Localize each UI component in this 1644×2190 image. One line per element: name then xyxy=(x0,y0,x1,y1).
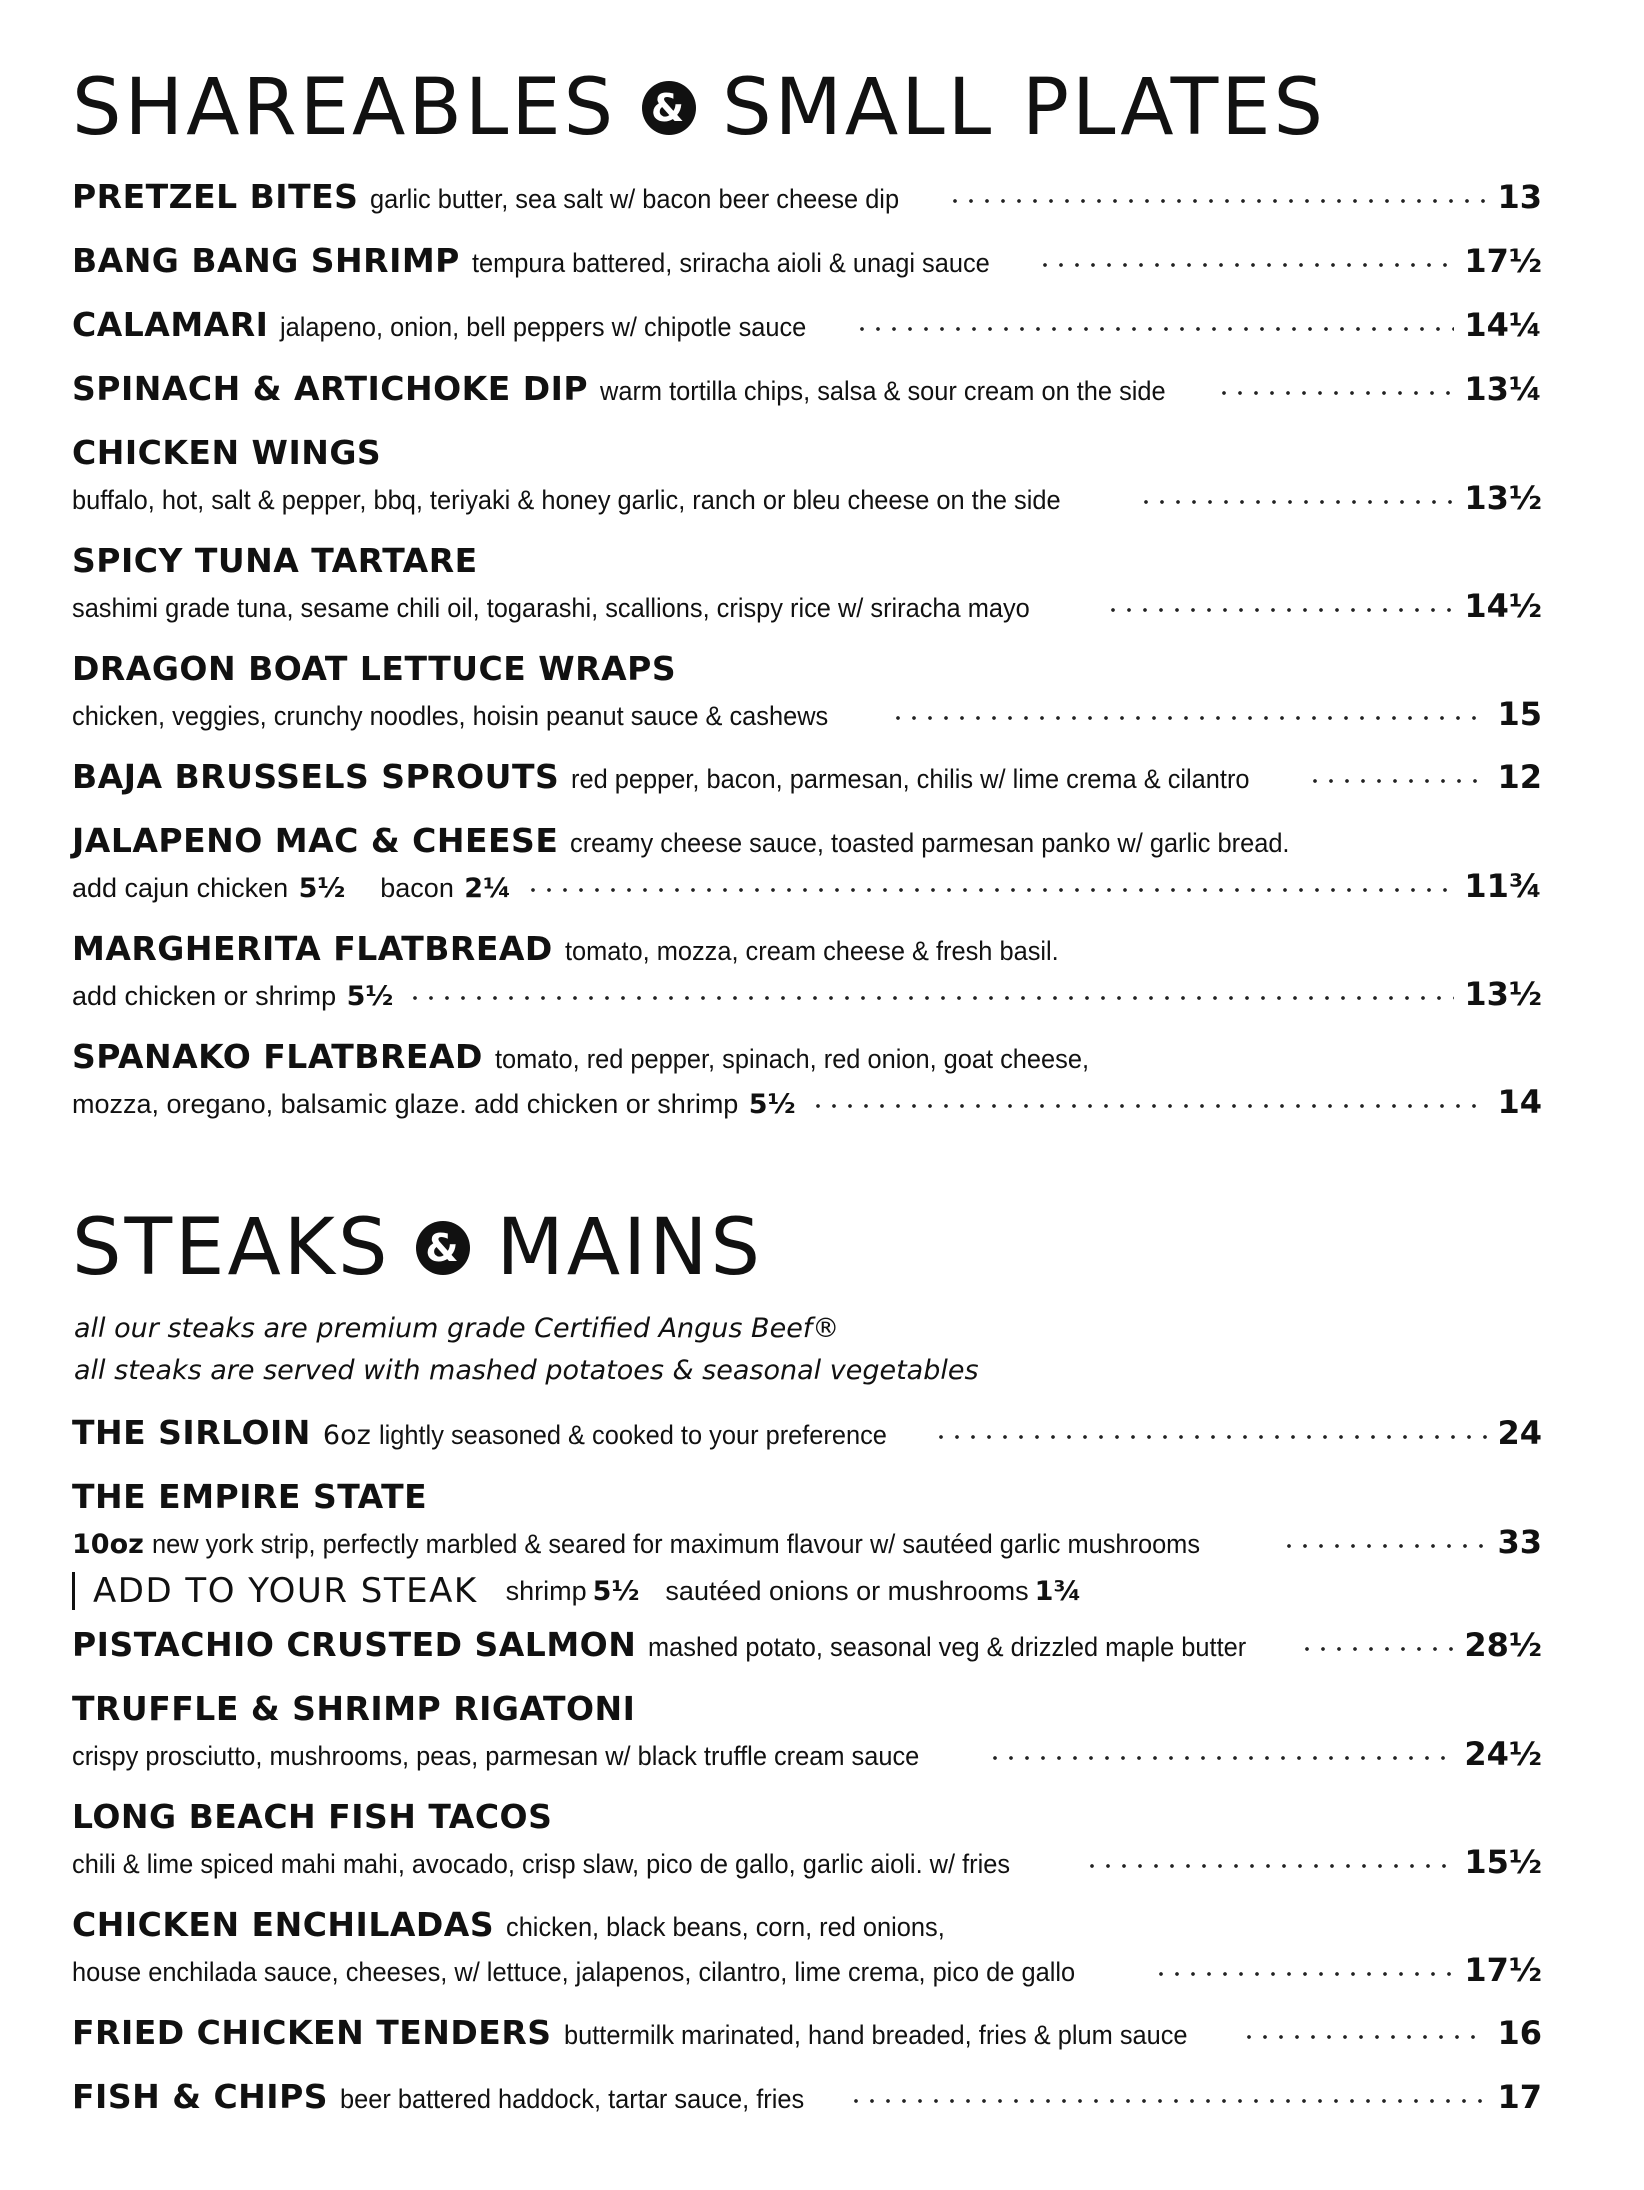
dot-leader xyxy=(1281,1543,1488,1549)
dot-leader xyxy=(933,1434,1487,1440)
item-description: buffalo, hot, salt & pepper, bbq, teriyaki & honey garlic, ranch or bleu cheese on the side xyxy=(72,485,1061,515)
item-name: CALAMARI xyxy=(72,305,269,344)
item-name: SPICY TUNA TARTARE xyxy=(72,541,478,580)
addon-label: shrimp xyxy=(505,1575,587,1606)
item-description: chicken, black beans, corn, red onions, xyxy=(506,1912,945,1942)
item-name: THE SIRLOIN xyxy=(72,1413,311,1452)
item-name: BAJA BRUSSELS SPROUTS xyxy=(72,757,560,796)
item-price: 17 xyxy=(1497,2078,1542,2116)
item-size: 10oz xyxy=(72,1529,144,1560)
section-title-left: STEAKS xyxy=(72,1203,391,1293)
item-addons xyxy=(72,1082,796,1131)
addon-label: bacon xyxy=(380,873,454,903)
item-price: 17½ xyxy=(1464,1951,1542,1989)
section-title-right: SMALL PLATES xyxy=(722,63,1327,153)
section-title-steaks xyxy=(72,1200,1542,1296)
menu-item-spinach-artichoke-dip xyxy=(72,366,1542,412)
item-name: MARGHERITA FLATBREAD xyxy=(72,929,553,968)
item-description: jalapeno, onion, bell peppers w/ chipotle sauce xyxy=(280,312,807,342)
dot-leader xyxy=(810,1103,1488,1109)
section-title-right: MAINS xyxy=(496,1203,763,1293)
item-description: mashed potato, seasonal veg & drizzled maple butter xyxy=(648,1632,1247,1662)
dot-leader xyxy=(947,198,1487,204)
steak-notes xyxy=(74,1308,1542,1392)
menu-item-jalapeno-mac-cheese xyxy=(72,818,1542,908)
dot-leader xyxy=(987,1755,1454,1761)
item-description: sashimi grade tuna, sesame chili oil, togarashi, scallions, crispy rice w/ sriracha mayo xyxy=(72,593,1030,623)
item-price: 16 xyxy=(1497,2014,1542,2052)
item-description: lightly seasoned & cooked to your preference xyxy=(378,1420,887,1450)
item-addons xyxy=(72,866,511,915)
add-to-steak-heading: ADD TO YOUR STEAK xyxy=(93,1571,478,1611)
item-price: 13¼ xyxy=(1464,370,1542,408)
item-description: chili & lime spiced mahi mahi, avocado, crisp slaw, pico de gallo, garlic aioli. w/ fries xyxy=(72,1849,1011,1879)
dot-leader xyxy=(890,715,1487,721)
item-name: LONG BEACH FISH TACOS xyxy=(72,1797,553,1836)
item-price: 14 xyxy=(1497,1083,1542,1121)
divider xyxy=(72,1572,75,1610)
menu-item-spanako-flatbread xyxy=(72,1034,1542,1124)
add-to-steak-row xyxy=(72,1566,1542,1616)
addon-price: 5½ xyxy=(298,873,346,904)
item-price: 13½ xyxy=(1464,479,1542,517)
item-name: FISH & CHIPS xyxy=(72,2077,329,2116)
item-name: THE EMPIRE STATE xyxy=(72,1477,428,1516)
item-name: PRETZEL BITES xyxy=(72,177,359,216)
addon-price: 2¼ xyxy=(464,873,512,904)
section-title-shareables xyxy=(72,60,1542,156)
menu-item-pistachio-crusted-salmon xyxy=(72,1622,1542,1668)
item-price: 15 xyxy=(1497,695,1542,733)
menu-item-spicy-tuna-tartare xyxy=(72,538,1542,628)
menu-item-the-sirloin xyxy=(72,1410,1542,1456)
item-description: tomato, red pepper, spinach, red onion, goat cheese, xyxy=(494,1044,1089,1074)
dot-leader xyxy=(525,887,1454,893)
item-price: 24½ xyxy=(1464,1735,1542,1773)
item-description: warm tortilla chips, salsa & sour cream on the side xyxy=(600,376,1166,406)
item-price: 14¼ xyxy=(1464,306,1542,344)
addon-price: 5½ xyxy=(346,981,394,1012)
menu-item-bang-bang-shrimp xyxy=(72,238,1542,284)
item-price: 13 xyxy=(1497,178,1542,216)
item-description: chicken, veggies, crunchy noodles, hoisin peanut sauce & cashews xyxy=(72,701,829,731)
item-description: buttermilk marinated, hand breaded, fries & plum sauce xyxy=(563,2020,1188,2050)
menu-item-fried-chicken-tenders xyxy=(72,2010,1542,2056)
item-description: beer battered haddock, tartar sauce, fries xyxy=(340,2084,805,2114)
addon-label: sautéed onions or mushrooms xyxy=(665,1575,1029,1606)
steak-note: all our steaks are premium grade Certified Angus Beef® xyxy=(74,1313,840,1344)
item-name: CHICKEN ENCHILADAS xyxy=(72,1905,495,1944)
item-description-cont: house enchilada sauce, cheeses, w/ lettuce, jalapenos, cilantro, lime crema, pico de gallo xyxy=(72,1957,1076,1987)
dot-leader xyxy=(1307,778,1487,784)
item-price: 33 xyxy=(1497,1523,1542,1561)
menu-item-pretzel-bites xyxy=(72,174,1542,220)
item-price: 15½ xyxy=(1464,1843,1542,1881)
menu-item-calamari xyxy=(72,302,1542,348)
item-name: SPANAKO FLATBREAD xyxy=(72,1037,483,1076)
item-name: DRAGON BOAT LETTUCE WRAPS xyxy=(72,649,677,688)
dot-leader xyxy=(1105,607,1454,613)
item-name: JALAPENO MAC & CHEESE xyxy=(72,821,559,860)
dot-leader xyxy=(407,995,1454,1001)
addon-price: 5½ xyxy=(748,1089,796,1120)
item-name: PISTACHIO CRUSTED SALMON xyxy=(72,1625,637,1664)
dot-leader xyxy=(1216,390,1455,396)
dot-leader xyxy=(1037,262,1455,268)
menu-item-fish-chips xyxy=(72,2074,1542,2120)
item-name: SPINACH & ARTICHOKE DIP xyxy=(72,369,589,408)
dot-leader xyxy=(848,2098,1488,2104)
item-description: crispy prosciutto, mushrooms, peas, parmesan w/ black truffle cream sauce xyxy=(72,1741,920,1771)
addon-price: 1¾ xyxy=(1034,1575,1082,1607)
menu-page xyxy=(72,60,1542,2120)
item-description: red pepper, bacon, parmesan, chilis w/ lime crema & cilantro xyxy=(571,764,1250,794)
dot-leader xyxy=(1299,1646,1455,1652)
dot-leader xyxy=(854,326,1454,332)
item-name: FRIED CHICKEN TENDERS xyxy=(72,2013,552,2052)
dot-leader xyxy=(1084,1863,1454,1869)
menu-item-long-beach-fish-tacos xyxy=(72,1794,1542,1884)
item-price: 12 xyxy=(1497,758,1542,796)
menu-item-truffle-shrimp-rigatoni xyxy=(72,1686,1542,1776)
item-description: creamy cheese sauce, toasted parmesan panko w/ garlic bread. xyxy=(570,828,1290,858)
item-price: 11¾ xyxy=(1464,867,1542,905)
item-size: 6oz xyxy=(322,1420,371,1451)
item-name: CHICKEN WINGS xyxy=(72,433,382,472)
item-name: BANG BANG SHRIMP xyxy=(72,241,460,280)
item-description-cont: mozza, oregano, balsamic glaze. add chicken or shrimp xyxy=(72,1089,739,1119)
menu-item-dragon-boat-lettuce-wraps xyxy=(72,646,1542,736)
addon-label: add chicken or shrimp xyxy=(72,981,337,1011)
dot-leader xyxy=(1138,499,1455,505)
item-price: 13½ xyxy=(1464,975,1542,1013)
menu-item-chicken-enchiladas xyxy=(72,1902,1542,1992)
ampersand-badge-icon: & xyxy=(642,81,696,135)
addon-label: add cajun chicken xyxy=(72,873,289,903)
item-price: 24 xyxy=(1497,1414,1542,1452)
dot-leader xyxy=(1241,2034,1488,2040)
menu-item-margherita-flatbread xyxy=(72,926,1542,1016)
item-description: tempura battered, sriracha aioli & unagi sauce xyxy=(471,248,990,278)
item-description: garlic butter, sea salt w/ bacon beer cheese dip xyxy=(370,184,900,214)
item-addons xyxy=(72,974,393,1023)
item-description: tomato, mozza, cream cheese & fresh basil. xyxy=(564,936,1059,966)
item-description: new york strip, perfectly marbled & seared for maximum flavour w/ sautéed garlic mushrooms xyxy=(151,1529,1200,1559)
item-price: 17½ xyxy=(1464,242,1542,280)
section-title-left: SHAREABLES xyxy=(72,63,617,153)
ampersand-badge-icon: & xyxy=(416,1221,470,1275)
item-name: TRUFFLE & SHRIMP RIGATONI xyxy=(72,1689,636,1728)
steak-note: all steaks are served with mashed potatoes & seasonal vegetables xyxy=(74,1355,979,1386)
item-price: 28½ xyxy=(1464,1626,1542,1664)
menu-item-baja-brussels-sprouts xyxy=(72,754,1542,800)
addon-price: 5½ xyxy=(592,1575,640,1607)
menu-item-the-empire-state xyxy=(72,1474,1542,1564)
dot-leader xyxy=(1153,1971,1454,1977)
menu-item-chicken-wings xyxy=(72,430,1542,520)
item-price: 14½ xyxy=(1464,587,1542,625)
